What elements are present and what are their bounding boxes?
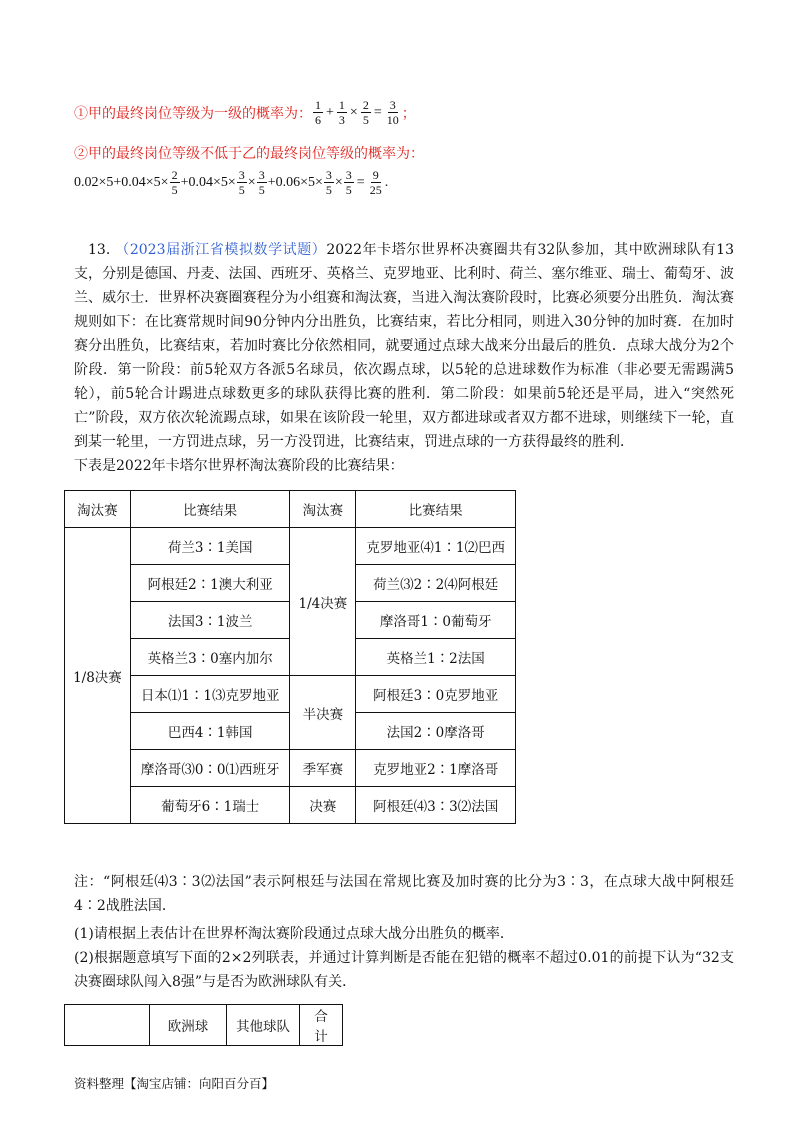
prev-solution-line-1	[74, 98, 416, 127]
punct: .	[384, 174, 389, 190]
header-cell: 淘汰赛	[65, 491, 131, 528]
fraction: $\frac{1}{6}$	[315, 98, 321, 127]
result-cell: 克罗地亚⑷1∶1⑵巴西	[356, 528, 516, 565]
results-table	[64, 490, 516, 824]
header-cell: 比赛结果	[356, 491, 516, 528]
question-1: (1)请根据上表估计在世界杯淘汰赛阶段通过点球大战分出胜负的概率．	[74, 926, 514, 942]
table-row	[65, 750, 516, 787]
result-cell: 英格兰3∶0塞内加尔	[130, 639, 290, 676]
operator: =	[373, 104, 382, 120]
operator: =	[356, 174, 365, 190]
result-cell: 克罗地亚2∶1摩洛哥	[356, 750, 516, 787]
header-cell-empty	[65, 1005, 150, 1046]
result-cell: 英格兰1∶2法国	[356, 639, 516, 676]
third-label: 季军赛	[290, 750, 356, 787]
expr-part: +0.04×5×	[180, 174, 236, 190]
expr-part: 0.02×5+0.04×5×	[74, 174, 169, 190]
fraction: $\frac{2}{5}$	[362, 98, 369, 127]
table-intro: 下表是2022年卡塔尔世界杯淘汰赛阶段的比赛结果：	[74, 458, 404, 474]
line1-text: ①甲的最终岗位等级为一级的概率为：	[74, 106, 312, 122]
header-cell: 其他球队	[227, 1005, 300, 1046]
header-cell: 比赛结果	[130, 491, 290, 528]
fraction: $\frac{1}{3}$	[338, 98, 345, 127]
question-2: (2)根据题意填写下面的2×2列联表，并通过计算判断是否能在犯错的概率不超过0.01的前提下认为“32支决赛圈球队闯入8强”与是否为欧洲球队有关．	[74, 950, 734, 990]
punct: ；	[401, 106, 416, 122]
contingency-table	[64, 1004, 343, 1046]
table-row	[65, 787, 516, 824]
prev-solution-line-3	[74, 168, 388, 197]
header-cell: 欧洲球	[150, 1005, 227, 1046]
problem-number: 13.	[88, 242, 111, 258]
result-cell: 荷兰3∶1美国	[130, 528, 290, 565]
result-cell: 巴西4∶1韩国	[130, 713, 290, 750]
result-cell: 法国3∶1波兰	[130, 602, 290, 639]
expr-part: +0.06×5×	[267, 174, 323, 190]
qf-label: 1/4决赛	[290, 528, 356, 676]
header-cell: 淘汰赛	[290, 491, 356, 528]
sf-label: 半决赛	[290, 676, 356, 750]
prev-solution-line-2: ②甲的最终岗位等级不低于乙的最终岗位等级的概率为：	[74, 146, 424, 162]
fraction: $\frac{9}{25}$	[369, 168, 382, 197]
operator: ×	[247, 174, 256, 190]
problem-source: （2023届浙江省模拟数学试题）	[115, 242, 327, 258]
result-cell: 葡萄牙6∶1瑞士	[130, 787, 290, 824]
result-cell: 阿根廷2∶1澳大利亚	[130, 565, 290, 602]
fraction: $\frac{3}{10}$	[386, 98, 399, 127]
problem-13	[74, 238, 734, 478]
fraction: $\frac{3}{5}$	[258, 168, 265, 197]
result-cell: 阿根廷3∶0克罗地亚	[356, 676, 516, 713]
table-header-row	[65, 1005, 343, 1046]
table-row	[65, 528, 516, 565]
result-cell: 法国2∶0摩洛哥	[356, 713, 516, 750]
final-label: 决赛	[290, 787, 356, 824]
fraction: $\frac{3}{5}$	[238, 168, 245, 197]
result-cell: 日本⑴1∶1⑶克罗地亚	[130, 676, 290, 713]
result-cell: 阿根廷⑷3∶3⑵法国	[356, 787, 516, 824]
fraction: $\frac{3}{5}$	[345, 168, 352, 197]
table-row	[65, 676, 516, 713]
result-cell: 荷兰⑶2∶2⑷阿根廷	[356, 565, 516, 602]
header-cell: 合计	[300, 1005, 343, 1046]
fraction: $\frac{2}{5}$	[171, 168, 178, 197]
operator: ×	[349, 104, 358, 120]
result-cell: 摩洛哥⑶0∶0⑴西班牙	[130, 750, 290, 787]
operator: +	[326, 104, 334, 120]
table-header-row	[65, 491, 516, 528]
result-cell: 摩洛哥1∶0葡萄牙	[356, 602, 516, 639]
fraction: $\frac{3}{5}$	[325, 168, 332, 197]
problem-body: 2022年卡塔尔世界杯决赛圈共有32队参加，其中欧洲球队有13支，分别是德国、丹麦、法国、西班牙、英格兰、克罗地亚、比利时、荷兰、塞尔维亚、瑞士、葡萄牙、波兰、威尔士．世界杯决赛圈赛程分为小组赛和淘汰赛，当进入淘汰赛阶段时，比赛必须要分出胜负．淘汰赛规则如下：在比赛常规时间90分钟内分出胜负，比赛结束，若比分相同，则进入30分钟的加时赛．在加时赛分出胜负，比赛结束，若加时赛比分依然相同，就要通过点球大战来分出最后的胜负．点球大战分为2个阶段．第一阶段：前5轮双方各派5名球员，依次踢点球，以5轮的总进球数作为标准（非必要无需踢满5轮），前5轮合计踢进点球数更多的球队获得比赛的胜利．第二阶段：如果前5轮还是平局，进入“突然死亡”阶段，双方依次轮流踢点球，如果在该阶段一轮里，双方都进球或者双方都不进球，则继续下一轮，直到某一轮里，一方罚进点球，另一方没罚进，比赛结束，罚进点球的一方获得最终的胜利．	[74, 242, 734, 450]
round16-label: 1/8决赛	[65, 528, 131, 824]
operator: ×	[334, 174, 343, 190]
footer: 资料整理【淘宝店铺：向阳百分百】	[74, 1076, 275, 1091]
table-note: 注：“阿根廷⑷3∶3⑵法国”表示阿根廷与法国在常规比赛及加时赛的比分为3∶3，在点球大战中阿根廷4∶2战胜法国．	[74, 874, 734, 914]
